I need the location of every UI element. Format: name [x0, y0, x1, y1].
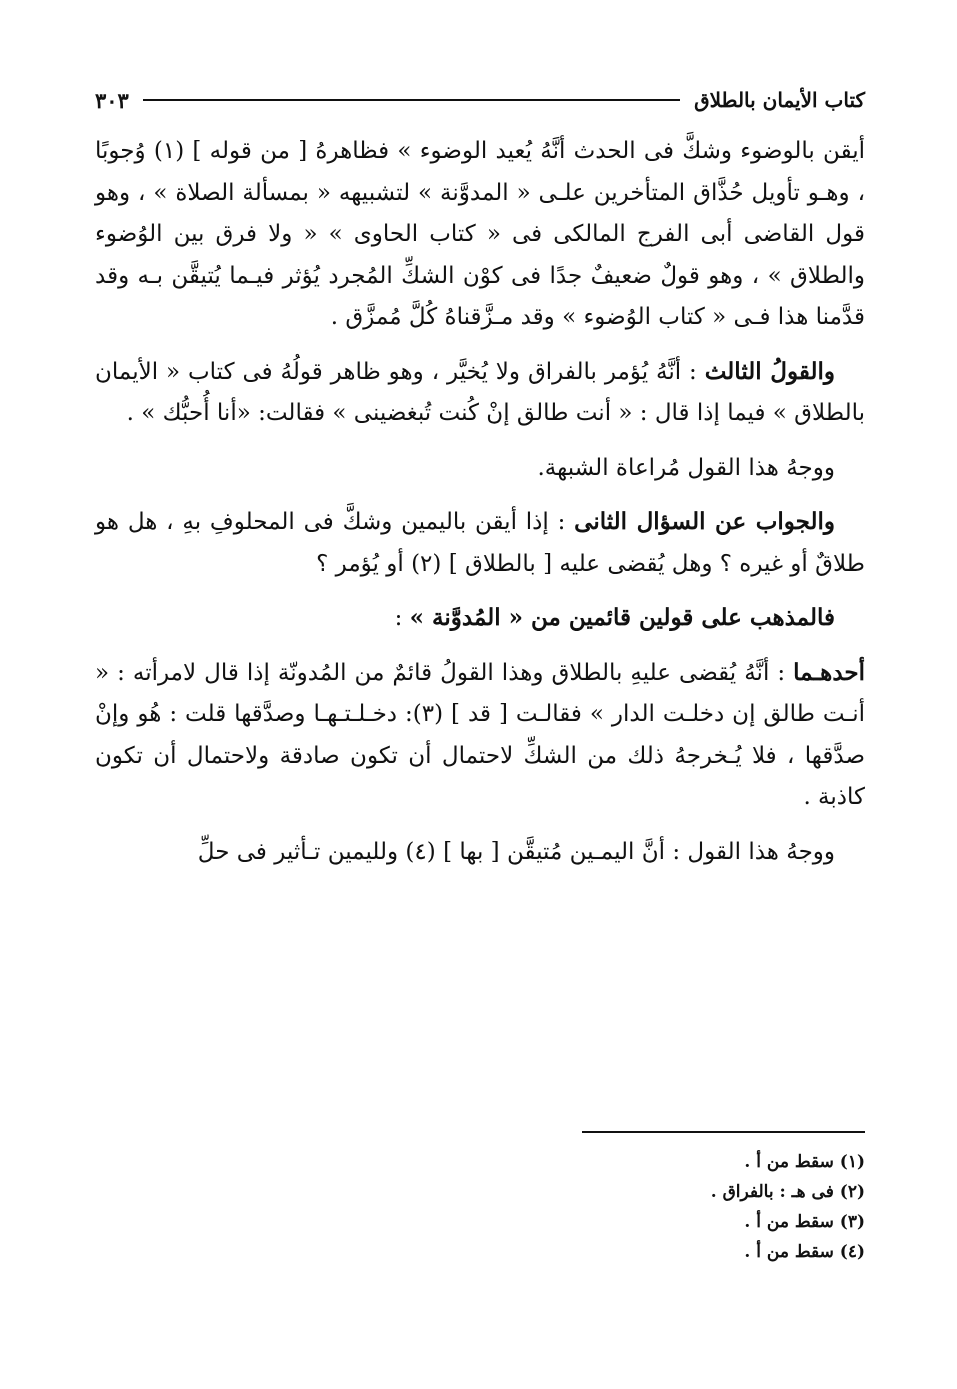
footnote-separator [582, 1131, 865, 1133]
paragraph-2 [95, 351, 865, 435]
paragraph-4-text: : إذا أيقن باليمين وشكَّ فى المحلوفِ بهِ ، هل هو طلاقٌ أو غيره ؟ وهل يُقضى عليه [ بالطلاق ] (٢) أو يُؤمر ؟ [95, 509, 865, 577]
paragraph-1-text: أيقن بالوضوء وشكَّ فى الحدث أنَّهُ يُعيد الوضوء » فظاهرهُ [ من قوله ] (١) وُجوبًا ، وهـو تأويل حُذَّاق المتأخرين علـى « المدوَّنة » لتشبيهه « بمسألة الصلاة » ، وهو قول القاضى أبى الفرج المالكى فى « كتاب الحاوى » « ولا فرق بين الوُضوء والطلاق » ، وهو قولٌ ضعيفٌ جدًا فى كوْن الشكِّ المُجرد يُؤثر فيـما يُتيقَّن بـه وقد قدَّمنا هذا فـى « كتاب الوُضوء » وقد مـزَّقناهُ كُلَّ مُمزَّق . [95, 138, 865, 330]
paragraph-6 [95, 652, 865, 819]
paragraph-2-lead: والقولُ الثالث [704, 357, 835, 385]
paragraph-5 [95, 597, 865, 640]
paragraph-3-text: ووجهُ هذا القول مُراعاة الشبهة. [537, 454, 835, 481]
footnote-4: (٤) سقط من أ . [744, 1242, 865, 1262]
paragraph-5-text: : [394, 605, 410, 631]
header-title: كتاب الأيمان بالطلاق [694, 88, 865, 112]
paragraph-1 [95, 130, 865, 339]
page-number: ٣٠٣ [95, 87, 129, 113]
paragraph-7 [95, 831, 865, 874]
paragraph-2-text: : أنَّهُ يُؤمر بالفراق ولا يُخيَّر ، وهو ظاهر قولُهُ فى كتاب « الأيمان بالطلاق » فيما إذا قال : « أنت طالق إنْ كُنت تُبغضينى » فقالت: «أنا أُحبُّك » . [95, 358, 865, 426]
header-rule [143, 99, 680, 101]
paragraph-4-lead: والجواب عن السؤال الثانى [574, 508, 835, 535]
footnote-1: (١) سقط من أ . [744, 1152, 865, 1172]
paragraph-4 [95, 501, 865, 585]
footnote-2: (٢) فى هـ : بالفراق . [710, 1182, 865, 1202]
paragraph-5-lead: فالمذهب على قولين قائمين من « المُدوَّنة » [409, 604, 835, 631]
paragraph-6-lead: أحدهـما [793, 658, 865, 686]
paragraph-6-text: : أنَّهُ يُقضى عليهِ بالطلاق وهذا القولُ قائمٌ من المُدونّة إذا قال لامرأته : « أنـت طالق إن دخلـت الدار » فقالـت [ قد ] (٣): دخـلـتـهـا وصدَّقها قلت : هُو وإنْ صدَّقها ، فلا يُـخرجهُ ذلك من الشكِّ لاحتمال أن تكون صادقة ولاحتمال أن تكون كاذبة . [95, 659, 865, 810]
footnotes [95, 1147, 865, 1267]
paragraph-3 [95, 447, 865, 490]
paragraph-7-text: ووجهُ هذا القول : أنَّ اليمـين مُتيقَّن [ بها ] (٤) ولليمين تـأثير فى حلِّ [197, 838, 835, 865]
running-header [95, 80, 865, 120]
page [95, 80, 865, 885]
body-text [95, 130, 865, 873]
footnote-3: (٣) سقط من أ . [744, 1212, 865, 1232]
